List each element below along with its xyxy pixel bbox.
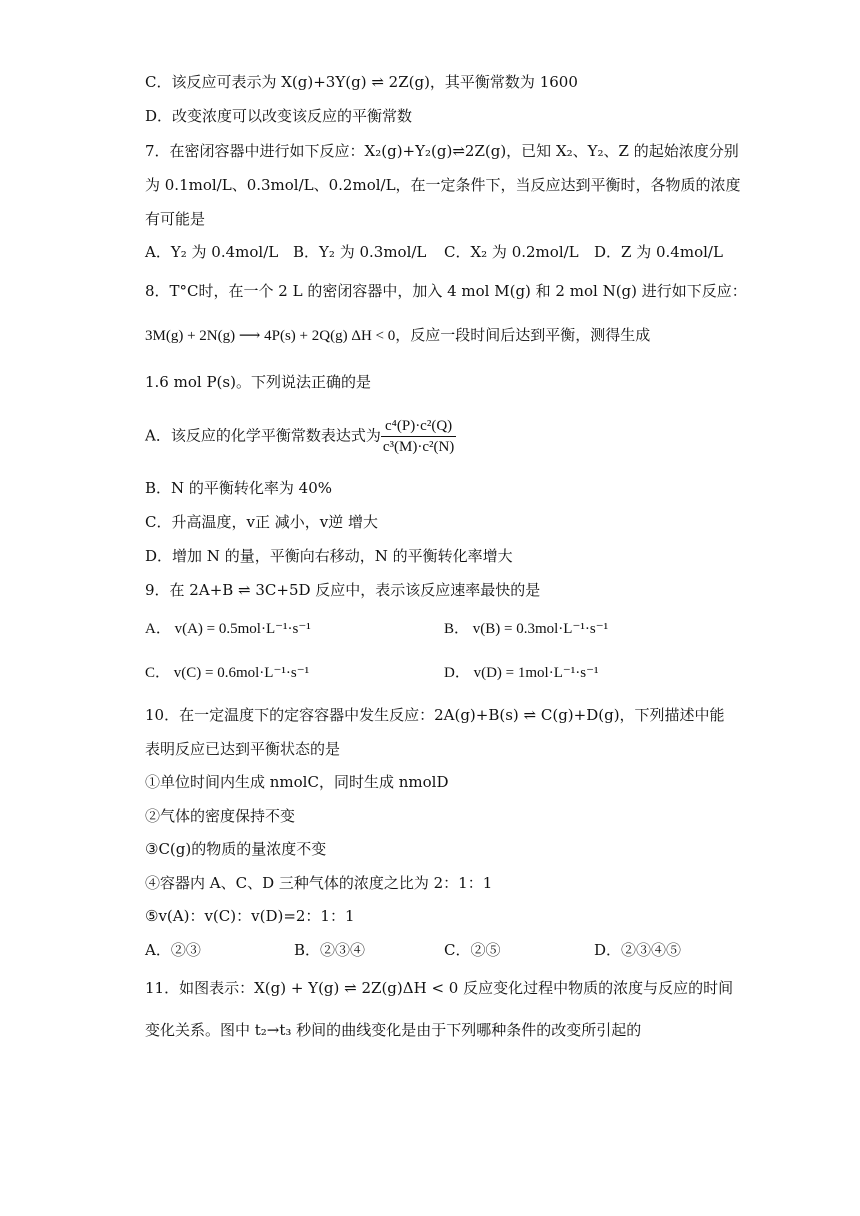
q11-stem-2: 变化关系。图中 t₂→t₃ 秒间的曲线变化是由于下列哪种条件的改变所引起的 [145,1021,642,1039]
q9-option-a: A． v(A) = 0.5mol·L⁻¹·s⁻¹ [145,621,311,637]
q6-option-d: D．改变浓度可以改变该反应的平衡常数 [145,107,413,125]
q10-option-d: D．②③④⑤ [594,941,682,959]
q10-option-c: C．②⑤ [444,941,501,959]
q8-option-c: C．升高温度，v正 减小，v逆 增大 [145,513,378,531]
q10-option-b: B．②③④ [294,941,366,959]
q11-stem: 11．如图表示：X(g) + Y(g) ⇌ 2Z(g)ΔH < 0 反应变化过程中物质的浓度与反应的时间 [145,979,734,997]
q8-stem-3: 1.6 mol P(s)。下列说法正确的是 [145,373,371,391]
q9-stem: 9．在 2A+B ⇌ 3C+5D 反应中，表示该反应速率最快的是 [145,581,541,599]
q10-item-3: ③C(g)的物质的量浓度不变 [145,840,327,858]
q8-option-a-prefix: A．该反应的化学平衡常数表达式为 [145,426,381,445]
q8-stem: 8．T°C时，在一个 2 L 的密闭容器中，加入 4 mol M(g) 和 2 mol N(g) 进行如下反应： [145,282,747,300]
fraction-numerator: c⁴(P)·c²(Q) [381,416,456,437]
q10-item-1: ①单位时间内生成 nmolC，同时生成 nmolD [145,773,449,791]
q7-option-d: D．Z 为 0.4mol/L [594,243,723,261]
q8-equation: 3M(g) + 2N(g) ⟶ 4P(s) + 2Q(g) ΔH < 0，反应一段时间后达到平衡，测得生成 [145,328,651,344]
q7-option-b: B．Y₂ 为 0.3mol/L [293,243,427,261]
q10-stem-2: 表明反应已达到平衡状态的是 [145,740,341,758]
q9-option-b: B． v(B) = 0.3mol·L⁻¹·s⁻¹ [444,621,609,637]
q8-option-b: B．N 的平衡转化率为 40% [145,479,333,497]
q9-option-c: C． v(C) = 0.6mol·L⁻¹·s⁻¹ [145,665,310,681]
q8-option-a [145,416,456,457]
q10-item-4: ④容器内 A、C、D 三种气体的浓度之比为 2：1：1 [145,874,493,892]
q8-option-d: D．增加 N 的量，平衡向右移动，N 的平衡转化率增大 [145,547,513,565]
q10-option-a: A．②③ [145,941,201,959]
q10-stem: 10．在一定温度下的定容容器中发生反应：2A(g)+B(s) ⇌ C(g)+D(g)，下列描述中能 [145,706,725,724]
q7-stem-3: 有可能是 [145,210,206,228]
equilibrium-constant-fraction [381,416,456,457]
q7-stem-2: 为 0.1mol/L、0.3mol/L、0.2mol/L，在一定条件下，当反应达到平衡时，各物质的浓度 [145,176,741,194]
q7-option-c: C．X₂ 为 0.2mol/L [444,243,579,261]
q10-item-5: ⑤v(A)：v(C)：v(D)=2：1：1 [145,907,355,925]
q7-stem: 7．在密闭容器中进行如下反应：X₂(g)+Y₂(g)⇌2Z(g)，已知 X₂、Y₂、Z 的起始浓度分别 [145,142,739,160]
q9-option-d: D． v(D) = 1mol·L⁻¹·s⁻¹ [444,665,599,681]
q6-option-c: C．该反应可表示为 X(g)+3Y(g) ⇌ 2Z(g)，其平衡常数为 1600 [145,73,578,91]
q7-option-a: A．Y₂ 为 0.4mol/L [145,243,279,261]
fraction-denominator: c³(M)·c²(N) [382,439,455,455]
q10-item-2: ②气体的密度保持不变 [145,807,296,825]
